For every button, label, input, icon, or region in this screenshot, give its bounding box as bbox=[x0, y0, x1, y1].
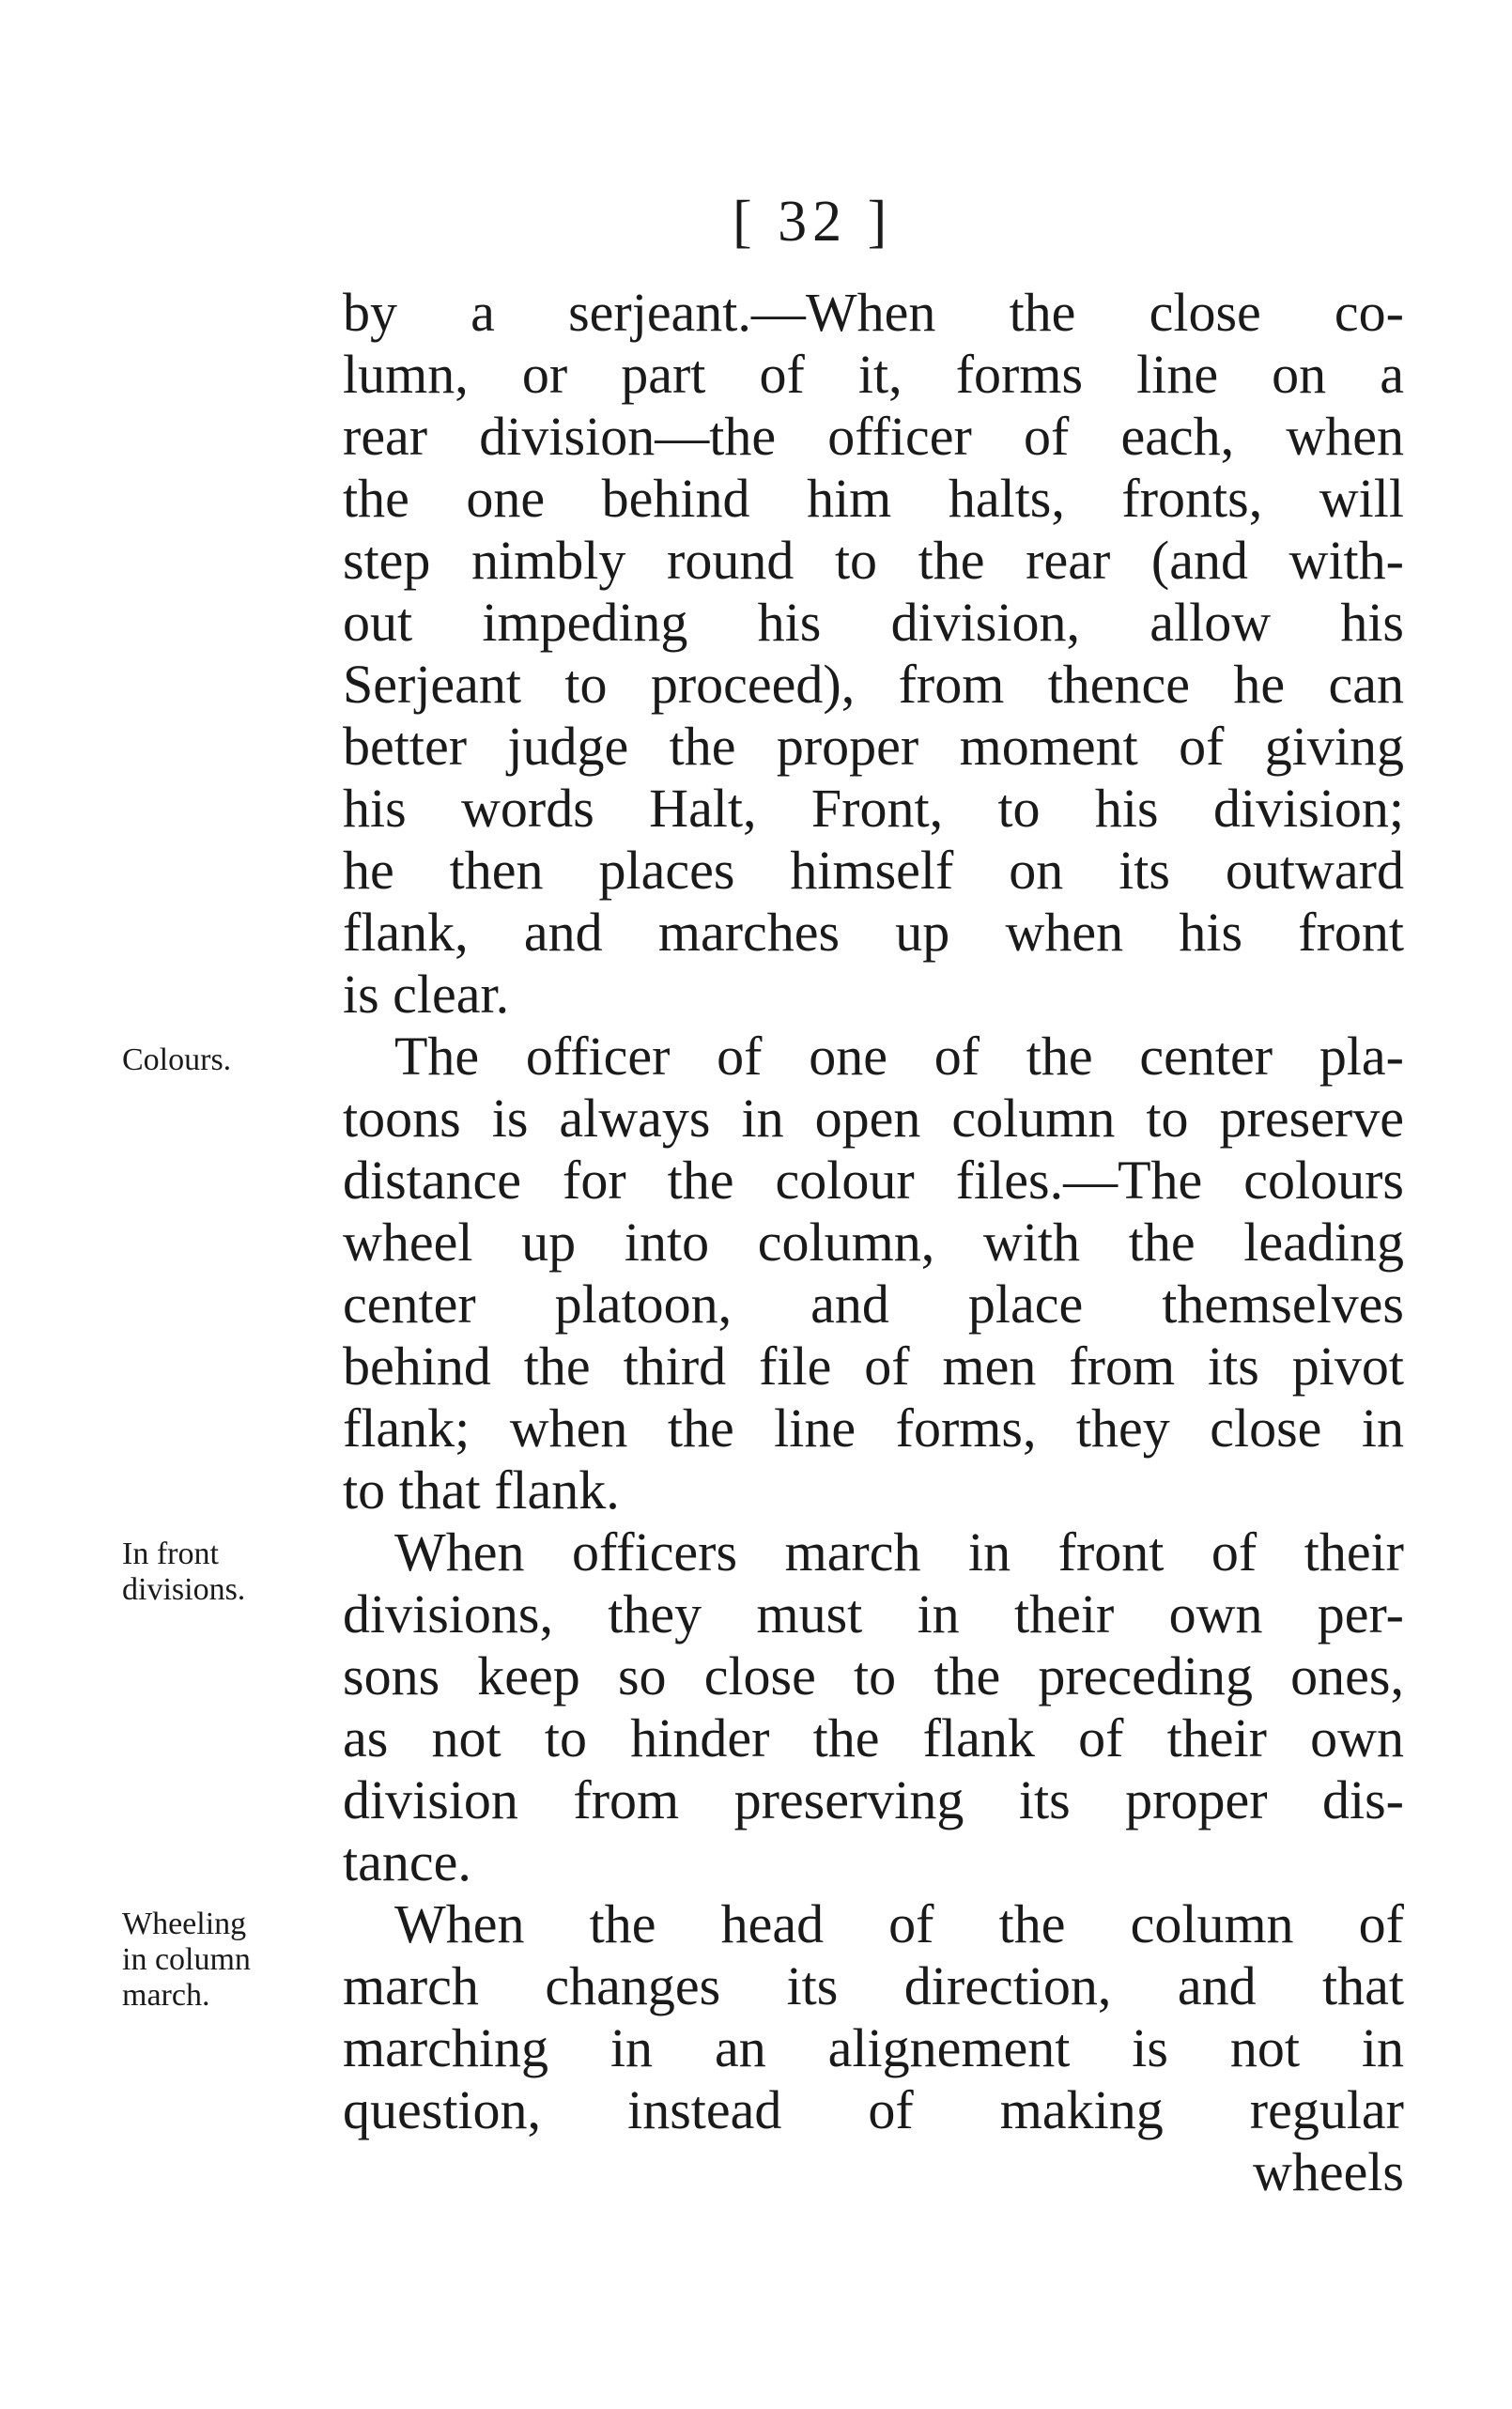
margin-note-line: divisions. bbox=[122, 1572, 246, 1607]
text-line: sons keep so close to the preceding ones, bbox=[343, 1645, 1404, 1706]
text-line: marching in an alignement is not in bbox=[343, 2017, 1404, 2078]
margin-note-line: Wheeling bbox=[122, 1907, 247, 1941]
margin-note-line: in column bbox=[122, 1942, 251, 1977]
text-line: behind the third file of men from its pivot bbox=[343, 1336, 1404, 1397]
text-line: The officer of one of the center pla- bbox=[394, 1026, 1404, 1087]
text-line: Serjeant to proceed), from thence he can bbox=[343, 654, 1404, 715]
text-line: When the head of the column of bbox=[394, 1893, 1404, 1954]
text-line: question, instead of making regular bbox=[343, 2079, 1404, 2140]
text-line: better judge the proper moment of giving bbox=[343, 716, 1404, 777]
text-line: rear division—the officer of each, when bbox=[343, 406, 1404, 467]
text-line: center platoon, and place themselves bbox=[343, 1274, 1404, 1335]
body-text bbox=[343, 282, 1404, 2203]
text-line: the one behind him halts, fronts, will bbox=[343, 468, 1404, 529]
margin-note-line: march. bbox=[122, 1978, 210, 2013]
margin-note-colours bbox=[122, 1042, 338, 1078]
margin-note-wheeling bbox=[122, 1907, 338, 2014]
margin-note-in-front-divisions bbox=[122, 1537, 338, 1608]
text-line: he then places himself on its outward bbox=[343, 840, 1404, 901]
text-line: step nimbly round to the rear (and with- bbox=[343, 530, 1404, 591]
text-line: tance. bbox=[343, 1831, 471, 1892]
text-line: division from preserving its proper dis- bbox=[343, 1769, 1404, 1830]
text-line: flank, and marches up when his front bbox=[343, 902, 1404, 963]
text-line: wheel up into column, with the leading bbox=[343, 1212, 1404, 1273]
text-line: When officers march in front of their bbox=[394, 1521, 1404, 1583]
text-line: divisions, they must in their own per- bbox=[343, 1583, 1404, 1645]
margin-note-line: In front bbox=[122, 1537, 219, 1571]
text-line: out impeding his division, allow his bbox=[343, 592, 1404, 653]
text-line: as not to hinder the flank of their own bbox=[343, 1707, 1404, 1768]
text-line: by a serjeant.—When the close co- bbox=[343, 282, 1404, 343]
text-line: to that flank. bbox=[343, 1459, 620, 1521]
text-line: march changes its direction, and that bbox=[343, 1955, 1404, 2016]
text-line: toons is always in open column to preserve bbox=[343, 1088, 1404, 1149]
margin-note-line: Colours. bbox=[122, 1042, 232, 1077]
text-line: is clear. bbox=[343, 964, 510, 1025]
text-line: flank; when the line forms, they close in bbox=[343, 1398, 1404, 1459]
text-line: distance for the colour files.—The colours bbox=[343, 1150, 1404, 1211]
text-line: his words Halt, Front, to his division; bbox=[343, 778, 1404, 839]
catchword: wheels bbox=[1252, 2141, 1404, 2202]
text-line: lumn, or part of it, forms line on a bbox=[343, 344, 1404, 405]
page-number: [ 32 ] bbox=[733, 190, 893, 254]
